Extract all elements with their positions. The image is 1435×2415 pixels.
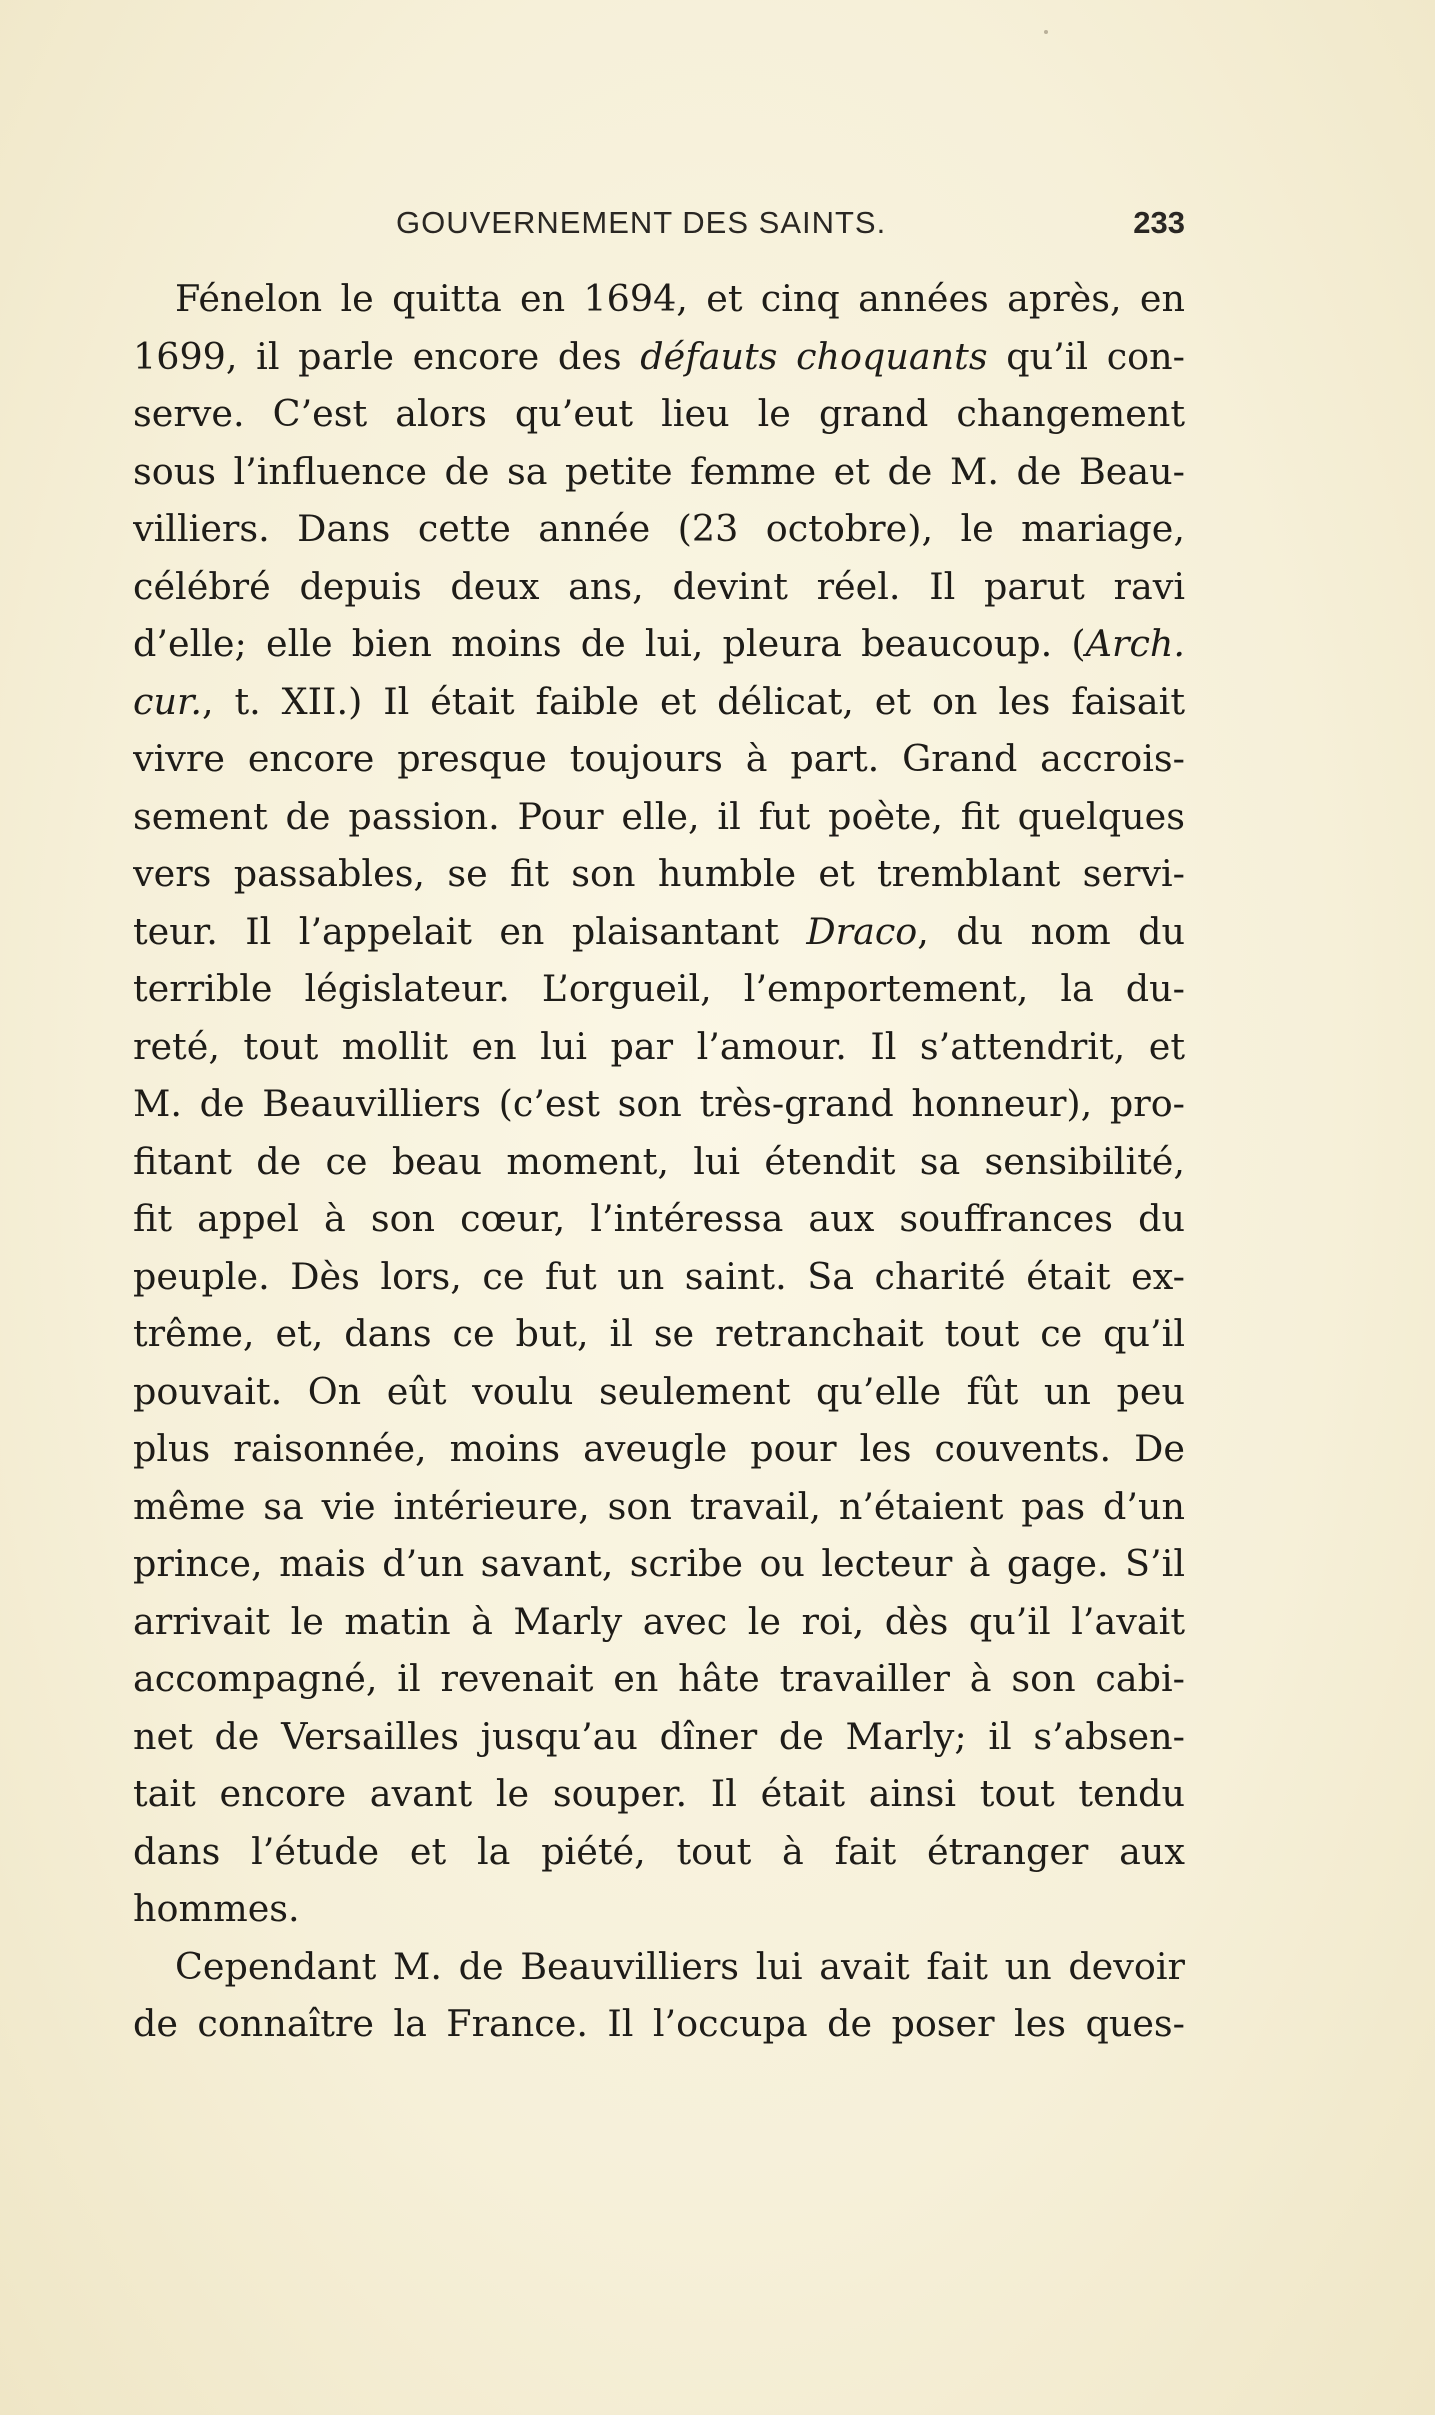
text-line: tait encore avant le souper. Il était ainsi tout tendu: [133, 1772, 1185, 1815]
text-line: serve. C’est alors qu’eut lieu le grand changement: [133, 392, 1185, 435]
text-line: arrivait le matin à Marly avec le roi, dès qu’il l’avait: [133, 1599, 1185, 1643]
text-line: terrible législateur. L’orgueil, l’emportement, la du-: [133, 967, 1185, 1010]
ink-speck: [1044, 30, 1048, 34]
text-line: sous l’influence de sa petite femme et de M. de Beau-: [133, 449, 1185, 493]
running-title: GOUVERNEMENT DES SAINTS.: [396, 205, 887, 240]
text-line: fit appel à son cœur, l’intéressa aux souffrances du: [133, 1197, 1185, 1240]
text-line: net de Versailles jusqu’au dîner de Marly; il s’absen-: [133, 1714, 1185, 1758]
text-line: trême, et, dans ce but, il se retranchait tout ce qu’il: [133, 1312, 1185, 1355]
text-line: Fénelon le quitta en 1694, et cinq années après, en: [175, 277, 1185, 320]
text-line: sement de passion. Pour elle, il fut poète, fit quelques: [133, 794, 1185, 838]
text-line: M. de Beauvilliers (c’est son très-grand honneur), pro-: [133, 1082, 1185, 1125]
text-line: célébré depuis deux ans, devint réel. Il parut ravi: [133, 564, 1185, 608]
text-line: dans l’étude et la piété, tout à fait étranger aux: [133, 1829, 1185, 1873]
text-line: pouvait. On eût voulu seulement qu’elle fût un peu: [133, 1369, 1185, 1413]
text-line: d’elle; elle bien moins de lui, pleura beaucoup. (Arch.: [133, 622, 1185, 665]
text-line: accompagné, il revenait en hâte travailler à son cabi-: [133, 1657, 1185, 1700]
text-line: prince, mais d’un savant, scribe ou lecteur à gage. S’il: [133, 1542, 1185, 1585]
text-line: vivre encore presque toujours à part. Grand accrois-: [133, 737, 1185, 780]
body-text: [133, 270, 1185, 2053]
page-number: 233: [1133, 205, 1185, 240]
text-line: vers passables, se fit son humble et tremblant servi-: [133, 852, 1185, 895]
text-line: 1699, il parle encore des défauts choquants qu’il con-: [133, 334, 1185, 378]
text-line: fitant de ce beau moment, lui étendit sa sensibilité,: [133, 1139, 1185, 1183]
text-line: de connaître la France. Il l’occupa de poser les ques-: [133, 2002, 1185, 2045]
page-header: [133, 205, 1185, 249]
text-line: villiers. Dans cette année (23 octobre), le mariage,: [133, 507, 1185, 550]
text-line: Cependant M. de Beauvilliers lui avait fait un devoir: [175, 1944, 1185, 1988]
text-line: plus raisonnée, moins aveugle pour les couvents. De: [133, 1427, 1185, 1470]
text-line: teur. Il l’appelait en plaisantant Draco, du nom du: [133, 909, 1185, 953]
text-line: cur., t. XII.) Il était faible et délicat, et on les faisait: [133, 679, 1185, 723]
text-line: peuple. Dès lors, ce fut un saint. Sa charité était ex-: [133, 1254, 1185, 1298]
text-line: reté, tout mollit en lui par l’amour. Il s’attendrit, et: [133, 1024, 1185, 1068]
text-line: même sa vie intérieure, son travail, n’étaient pas d’un: [133, 1484, 1185, 1528]
text-line: hommes.: [133, 1887, 300, 1930]
